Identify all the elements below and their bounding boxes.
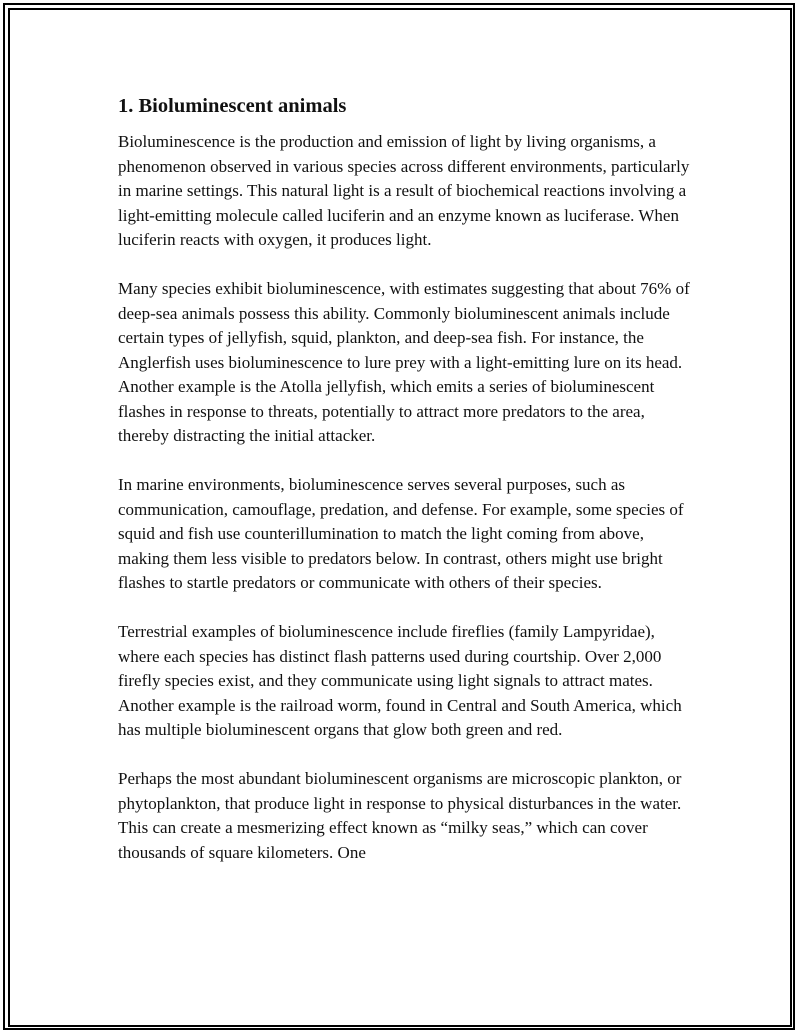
section-heading: 1. Bioluminescent animals (118, 95, 347, 117)
document-body (118, 92, 698, 865)
paragraph-1: Bioluminescence is the production and emission of light by living organisms, a phenomenon observed in various species across different environments, particularly in marine settings. This natural light is a result of biochemical reactions involving a light-emitting molecule called luciferin and an enzyme known as luciferase. When luciferin reacts with oxygen, it produces light. (118, 132, 690, 249)
paragraph-3: In marine environments, bioluminescence serves several purposes, such as communication, camouflage, predation, and defense. For example, some species of squid and fish use counterillumination to match the light coming from above, making them less visible to predators below. In contrast, others might use bright flashes to startle predators or communicate with others of their species. (118, 475, 684, 592)
paragraph-5: Perhaps the most abundant bioluminescent organisms are microscopic plankton, or phytoplankton, that produce light in response to physical disturbances in the water. This can create a mesmerizing effect known as “milky seas,” which can cover thousands of square kilometers. One (118, 769, 682, 862)
paragraph-4: Terrestrial examples of bioluminescence include fireflies (family Lampyridae), where each species has distinct flash patterns used during courtship. Over 2,000 firefly species exist, and they communicate using light signals to attract mates. Another example is the railroad worm, found in Central and South America, which has multiple bioluminescent organs that glow both green and red. (118, 622, 682, 739)
paragraph-2: Many species exhibit bioluminescence, with estimates suggesting that about 76% of deep-sea animals possess this ability. Commonly bioluminescent animals include certain types of jellyfish, squid, plankton, and deep-sea fish. For instance, the Anglerfish uses bioluminescence to lure prey with a light-emitting lure on its head. Another example is the Atolla jellyfish, which emits a series of bioluminescent flashes in response to threats, potentially to attract more predators to the area, thereby distracting the initial attacker. (118, 279, 690, 445)
